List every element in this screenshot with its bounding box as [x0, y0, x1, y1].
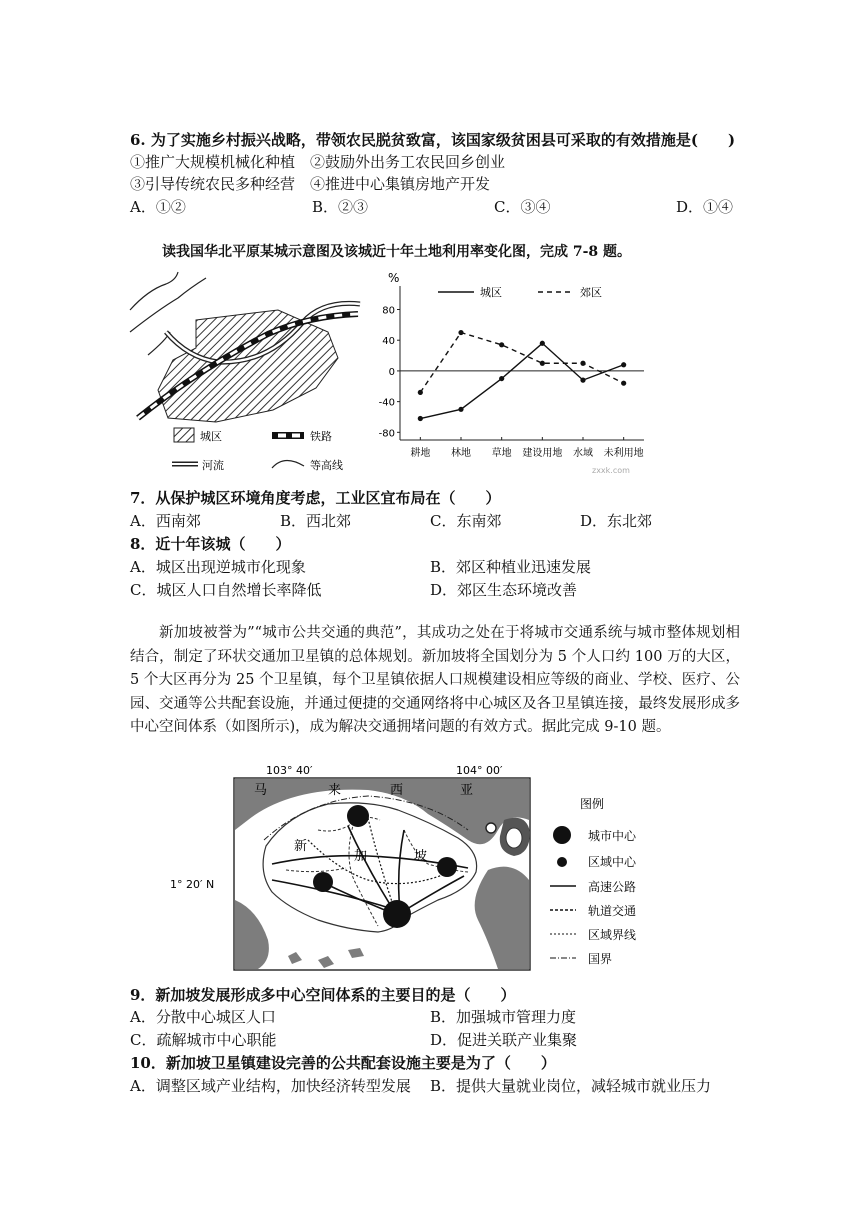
char-po: 坡 [414, 849, 428, 864]
q6-option-c: C．③④ [494, 198, 551, 216]
legend-regional-center: 区域中心 [588, 855, 637, 869]
x-tick-label: 建设用地 [522, 448, 563, 459]
q9-option-d: D．促进关联产业集聚 [430, 1031, 578, 1049]
char-ya: 亚 [460, 783, 474, 798]
char-ma: 马 [254, 783, 268, 798]
q7-stem: 7．从保护城区环境角度考虑，工业区宜布局在（ ） [130, 489, 501, 507]
lon-label-2: 104° 00′ [456, 764, 503, 777]
data-point [580, 378, 585, 383]
data-point [458, 407, 463, 412]
data-point [540, 341, 545, 346]
char-xin: 新 [294, 839, 308, 854]
y-tick-label: -80 [378, 428, 395, 440]
legend-urban-swatch [174, 428, 194, 442]
q10-option-a: A．调整区域产业结构，加快经济转型发展 [130, 1077, 411, 1095]
q9-option-a: A．分散中心城区人口 [130, 1008, 276, 1026]
q8-option-d: D．郊区生态环境改善 [430, 581, 578, 599]
intro-7-8: 读我国华北平原某城示意图及该城近十年土地利用率变化图，完成 7-8 题。 [162, 244, 632, 260]
singapore-passage: 新加坡被誉为”“城市公共交通的典范”，其成功之处在于将城市交通系统与城市整体规划相结合，制定了环状交通加卫星镇的总体规划。新加坡将全国划分为 5 个人口约 100 万的大区，5 个大区再分为 25 个卫星镇，每个卫星镇依据人口规模建设相应等级的商业、学校、医疗、公园、交通等公共配套设施，并通过便捷的交通网络将中心城区及各卫星镇连接，最终发展形成多中心空间体系（如图所示)，成为解决交通拥堵问题的有效方式。据此完成 9-10 题。 [130, 625, 740, 735]
legend-label: 郊区 [580, 286, 602, 299]
legend-label: 城区 [480, 286, 502, 299]
y-tick-label: 0 [388, 366, 395, 378]
y-tick-label: 80 [382, 305, 395, 317]
q9-option-b: B．加强城市管理力度 [430, 1008, 577, 1026]
q6-stem: 6. 为了实施乡村振兴战略，带领农民脱贫致富，该国家级贫困县可采取的有效措施是( ) [130, 131, 736, 149]
data-point [621, 362, 626, 367]
q6-line2: ③引导传统农民多种经营 ④推进中心集镇房地产开发 [130, 175, 491, 193]
y-tick-label: 40 [382, 336, 395, 348]
urban-area [158, 310, 338, 422]
watermark: zxxk.com [592, 466, 630, 473]
char-lai: 来 [328, 783, 342, 798]
q7-option-c: C．东南郊 [430, 512, 502, 530]
data-point [458, 330, 463, 335]
y-tick-label: -40 [378, 397, 395, 409]
data-point [499, 376, 504, 381]
data-point [580, 361, 585, 366]
chart-ylabel: % [388, 271, 400, 285]
lat-label: 1° 20′ N [170, 878, 215, 891]
data-point [621, 381, 626, 386]
lon-label-1: 103° 40′ [266, 764, 313, 777]
q9-option-c: C．疏解城市中心职能 [130, 1031, 277, 1049]
q8-option-c: C．城区人口自然增长率降低 [130, 581, 322, 599]
char-xi: 西 [390, 783, 404, 798]
data-point [418, 390, 423, 395]
regional-center-north [347, 805, 369, 827]
q6-line1: ①推广大规模机械化种植 ②鼓励外出务工农民回乡创业 [130, 153, 506, 171]
legend-region-boundary: 区域界线 [588, 928, 637, 942]
q10-option-b: B．提供大量就业岗位，减轻城市就业压力 [430, 1077, 712, 1095]
q9-stem: 9．新加坡发展形成多中心空间体系的主要目的是（ ） [130, 986, 516, 1004]
x-tick-label: 水域 [573, 448, 593, 459]
data-point [499, 342, 504, 347]
legend-title: 图例 [580, 797, 605, 811]
chart-legend [438, 286, 602, 299]
legend-urban: 城区 [200, 430, 222, 443]
q10-stem: 10．新加坡卫星镇建设完善的公共配套设施主要是为了（ ） [130, 1054, 556, 1072]
legend-national-border: 国界 [588, 952, 613, 966]
city-center [383, 900, 411, 928]
q6-option-a: A．①② [130, 198, 186, 216]
q8-option-a: A．城区出现逆城市化现象 [130, 558, 306, 576]
q8-option-b: B．郊区种植业迅速发展 [430, 558, 592, 576]
singapore-map [168, 760, 688, 975]
x-tick-label: 林地 [451, 448, 471, 459]
legend-city-center: 城市中心 [588, 829, 637, 843]
q7-option-b: B．西北郊 [280, 512, 352, 530]
x-tick-label: 草地 [491, 448, 512, 459]
legend-railway: 铁路 [310, 430, 332, 443]
q6-option-b: B．②③ [312, 198, 369, 216]
legend-river: 河流 [202, 459, 224, 472]
series-line-suburban [420, 333, 623, 393]
q8-stem: 8．近十年该城（ ） [130, 535, 291, 553]
x-tick-label: 未利用地 [603, 448, 644, 459]
regional-center-east [437, 857, 457, 877]
legend-rail: 轨道交通 [588, 904, 637, 918]
legend-highway: 高速公路 [588, 880, 637, 894]
q7-option-d: D．东北郊 [580, 512, 653, 530]
data-point [540, 361, 545, 366]
q6-option-d: D．①④ [676, 198, 734, 216]
x-tick-label: 耕地 [410, 448, 431, 459]
city-map [128, 270, 368, 480]
regional-center-outline [486, 823, 496, 833]
data-point [418, 416, 423, 421]
q7-option-a: A．西南郊 [130, 512, 201, 530]
land-use-chart [360, 268, 660, 473]
legend-contour: 等高线 [310, 459, 343, 472]
regional-center-west [313, 872, 333, 892]
char-jia: 加 [354, 849, 368, 864]
contour-line [130, 272, 178, 310]
contour-line [130, 278, 206, 332]
